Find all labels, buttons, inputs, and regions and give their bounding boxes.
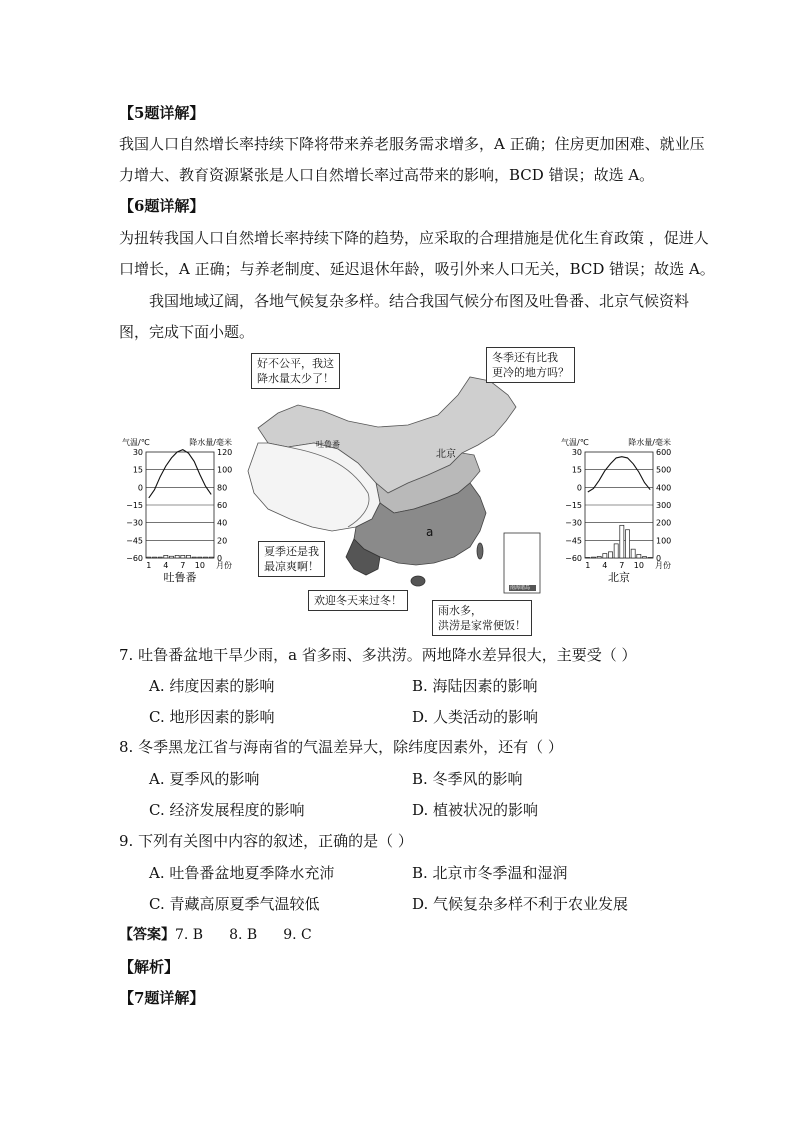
turpan-temp-tick: −45 [126,536,143,546]
beijing-precip-bar [591,557,595,558]
beijing-temp-tick: −30 [565,518,582,528]
beijing-precip-bar [637,554,641,558]
turpan-precip-tick: 80 [217,483,228,493]
turpan-temp-tick: 30 [132,448,143,457]
sec5-line2: 力增大、教育资源紧张是人口自然增长率过高带来的影响，BCD 错误；故选 A。 [119,166,655,184]
beijing-precip-tick: 0 [656,554,662,563]
map-label-beijing: 北京 [436,449,456,460]
turpan-precip-bar [164,555,168,558]
beijing-precip-bar [614,544,618,558]
beijing-temp-tick: −60 [565,554,582,563]
beijing-precip-bar [625,530,629,558]
turpan-x-tick: 1 [146,561,152,570]
turpan-ylabel-left: 气温/℃ [122,438,150,447]
turpan-precip-bar [186,555,190,558]
beijing-x-tick: 4 [602,561,608,570]
beijing-ylabel-right: 降水量/毫米 [628,438,671,447]
q8-option-b[interactable]: B. 冬季风的影响 [412,770,523,788]
turpan-precip-tick: 0 [217,554,223,563]
turpan-x-tick: 4 [163,561,169,570]
q7-option-c[interactable]: C. 地形因素的影响 [149,708,275,726]
turpan-precip-tick: 100 [217,465,233,475]
beijing-precip-bar [648,557,652,558]
q8-option-a[interactable]: A. 夏季风的影响 [149,770,260,788]
q7-stem: 7. 吐鲁番盆地干旱少雨，a 省多雨、多洪涝。两地降水差异很大，主要受（ ） [119,646,637,664]
q9-option-a[interactable]: A. 吐鲁番盆地夏季降水充沛 [149,864,335,882]
answer-label: 【答案】 [119,927,175,943]
turpan-name: 吐鲁番 [163,571,197,584]
q9-option-c[interactable]: C. 青藏高原夏季气温较低 [149,895,320,913]
turpan-precip-tick: 20 [217,536,228,546]
turpan-x-tick: 7 [180,561,186,570]
beijing-precip-bar [597,556,601,558]
beijing-precip-bar [631,549,635,558]
turpan-temp-line [149,450,211,498]
sec6-heading: 【6题详解】 [119,197,205,215]
turpan-temp-tick: −15 [126,501,143,510]
turpan-precip-bar [209,557,213,558]
turpan-ylabel-right: 降水量/毫米 [189,438,232,447]
turpan-x-tick: 10 [194,561,205,570]
beijing-precip-bar [642,557,646,558]
beijing-precip-tick: 400 [656,483,672,493]
q9-option-d[interactable]: D. 气候复杂多样不利于农业发展 [412,895,629,913]
turpan-precip-tick: 40 [217,518,228,528]
bubble-northeast: 冬季还有比我 更冷的地方吗？ [486,347,575,383]
intro-line2: 图，完成下面小题。 [119,323,255,341]
beijing-temp-tick: −15 [565,501,582,510]
turpan-precip-tick: 120 [217,448,233,457]
beijing-precip-tick: 100 [656,536,672,546]
q8-option-c[interactable]: C. 经济发展程度的影响 [149,801,305,819]
bubble-yunnan: 夏季还是我 最凉爽啊！ [258,541,325,577]
turpan-precip-bar [175,555,179,558]
beijing-temp-line [588,457,650,492]
beijing-temp-tick: −45 [565,536,582,546]
beijing-precip-tick: 200 [656,518,672,528]
beijing-ylabel-left: 气温/℃ [561,438,589,447]
turpan-precip-bar [169,556,173,558]
answer-item-8: 8. B [229,927,258,943]
beijing-x-unit: 月份 [655,561,671,570]
turpan-precip-bar [147,557,151,558]
beijing-precip-bar [603,554,607,558]
q7-option-b[interactable]: B. 海陆因素的影响 [412,677,538,695]
turpan-temp-tick: −60 [126,554,143,563]
q8-option-d[interactable]: D. 植被状况的影响 [412,801,539,819]
sec6-line1: 为扭转我国人口自然增长率持续下降的趋势，应采取的合理措施是优化生育政策 ，促进人 [119,229,709,247]
beijing-precip-tick: 300 [656,501,672,510]
turpan-precip-bar [203,557,207,558]
answer-item-9: 9. C [283,927,312,943]
map-label-inset: 南海诸岛 [510,585,531,591]
q9-option-b[interactable]: B. 北京市冬季温和湿润 [412,864,568,882]
beijing-precip-tick: 500 [656,465,672,475]
beijing-climate-chart [551,434,671,584]
sec5-line1: 我国人口自然增长率持续下降将带来养老服务需求增多，A 正确；住房更加困难、就业压 [119,135,705,153]
turpan-precip-bar [181,555,185,558]
map-taiwan-island [477,543,483,559]
turpan-x-unit: 月份 [216,561,232,570]
turpan-temp-tick: −30 [126,518,143,528]
beijing-x-tick: 7 [619,561,625,570]
map-label-turpan: 吐鲁番 [316,440,340,449]
analysis-heading: 【解析】 [119,958,180,976]
beijing-temp-tick: 0 [576,483,582,493]
turpan-climate-chart [112,434,232,584]
beijing-temp-tick: 30 [571,448,582,457]
answer-item-7: 7. B [175,927,204,943]
q8-stem: 8. 冬季黑龙江省与海南省的气温差异大，除纬度因素外，还有（ ） [119,738,563,756]
map-hainan-island [411,576,425,586]
map-label-province-a: a [426,525,434,539]
beijing-precip-bar [608,552,612,558]
beijing-temp-tick: 15 [571,465,582,475]
turpan-temp-tick: 0 [137,483,143,493]
turpan-precip-bar [198,557,202,558]
bubble-hainan: 欢迎冬天来过冬！ [308,590,408,611]
beijing-precip-bar [586,557,590,558]
sec5-heading: 【5题详解】 [119,104,205,122]
intro-line1: 我国地域辽阔，各地气候复杂多样。结合我国气候分布图及吐鲁番、北京气候资料 [149,292,690,310]
sec7-heading: 【7题详解】 [119,989,205,1007]
turpan-precip-bar [192,557,196,558]
bubble-south: 雨水多， 洪涝是家常便饭！ [432,600,532,636]
beijing-x-tick: 1 [585,561,591,570]
beijing-precip-tick: 600 [656,448,672,457]
turpan-precip-bar [152,557,156,558]
answer-row [119,925,338,945]
q7-option-d[interactable]: D. 人类活动的影响 [412,708,539,726]
q9-stem: 9. 下列有关图中内容的叙述，正确的是（ ） [119,832,413,850]
turpan-precip-bar [158,557,162,558]
bubble-turpan: 好不公平，我这 降水量太少了！ [251,353,340,389]
turpan-precip-tick: 60 [217,501,228,510]
beijing-precip-bar [620,525,624,558]
sec6-line2: 口增长，A 正确；与养老制度、延迟退休年龄，吸引外来人口无关，BCD 错误；故选 A。 [119,260,715,278]
beijing-x-tick: 10 [633,561,644,570]
q7-option-a[interactable]: A. 纬度因素的影响 [149,677,275,695]
beijing-name: 北京 [608,571,630,584]
turpan-temp-tick: 15 [132,465,143,475]
